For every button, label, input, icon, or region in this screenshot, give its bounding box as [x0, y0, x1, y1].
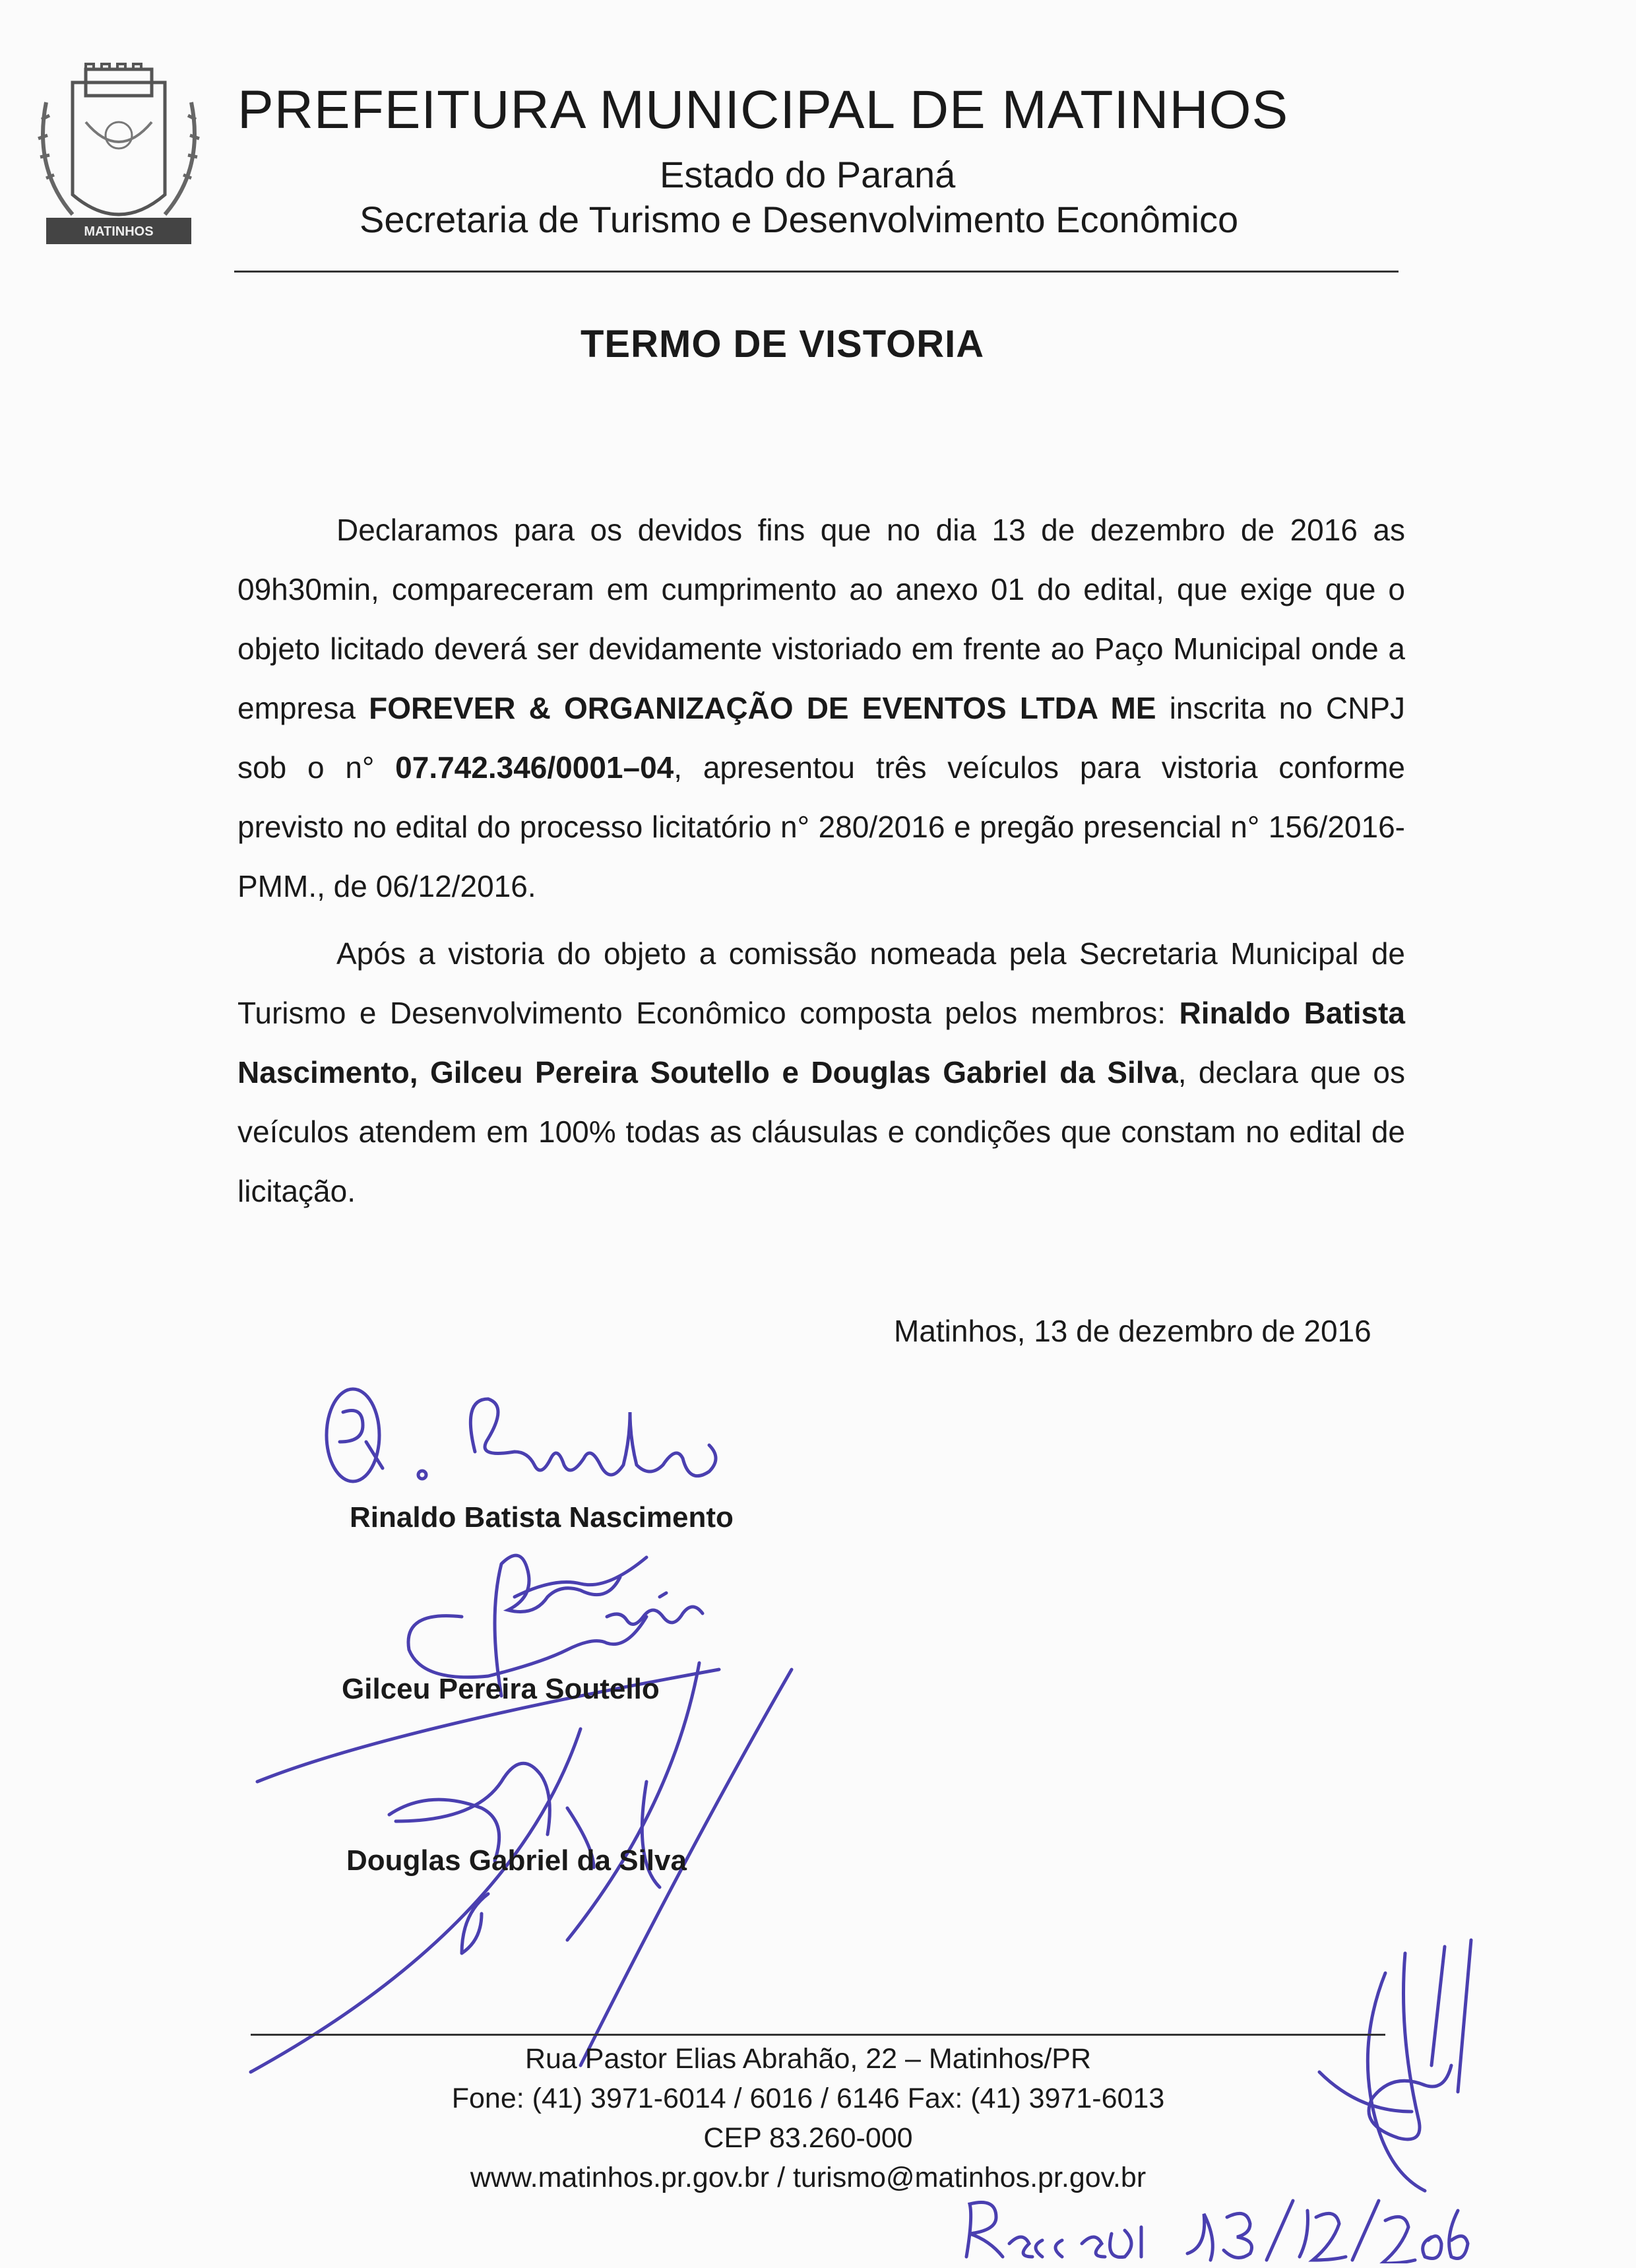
paragraph1-text-a: Declaramos para os devidos fins que no dia 13 de dezembro de 2016 as 09h30min, compareceram em cumprimento ao anexo 01 do edital, que exige que o objeto licitado deverá ser devidamente vistoriado em frente ao Paço Municipal onde a empresa [237, 513, 1405, 725]
paragraph-commission [237, 924, 1405, 1221]
crest-banner-text: MATINHOS [84, 224, 154, 239]
footer-website: www.matinhos.pr.gov.br / turismo@matinhos.pr.gov.br [470, 2162, 1147, 2193]
company-name: FOREVER & ORGANIZAÇÃO DE EVENTOS LTDA ME [369, 691, 1156, 725]
received-handwritten-note [957, 2197, 1484, 2263]
commission-members: Rinaldo Batista Nascimento, Gilceu Pereira Soutello e Douglas Gabriel da Silva [237, 996, 1406, 1089]
footer-contact [330, 2039, 1286, 2197]
paragraph2-text-a: Após a vistoria do objeto a comissão nomeada pela Secretaria Municipal de Turismo e Desenvolvimento Econômico composta pelos membros: [237, 936, 1405, 1030]
side-initials [1319, 1940, 1471, 2191]
paragraph-declaration [237, 500, 1405, 916]
signatory-name-gilceu: Gilceu Pereira Soutello [342, 1673, 660, 1705]
footer-cep: CEP 83.260-000 [703, 2122, 913, 2154]
signatory-name-douglas: Douglas Gabriel da Silva [346, 1844, 687, 1877]
state-name: Estado do Paraná [660, 154, 956, 195]
footer-address: Rua Pastor Elias Abrahão, 22 – Matinhos/PR [524, 2043, 1092, 2075]
department-name: Secretaria de Turismo e Desenvolvimento Econômico [360, 199, 1239, 240]
document-title: TERMO DE VISTORIA [581, 323, 985, 366]
footer-phone: Fone: (41) 3971-6014 / 6016 / 6146 Fax: (41) 3971-6013 [451, 2083, 1165, 2114]
signature-rinaldo [327, 1389, 716, 1481]
header-divider [234, 271, 1399, 273]
paragraph1-text-b: inscrita no CNPJ sob o n° [237, 691, 1406, 785]
place-and-date: Matinhos, 13 de dezembro de 2016 [894, 1314, 1371, 1348]
paragraph2-text-b: , declara que os veículos atendem em 100% todas as cláusulas e condições que constam no edital de licitação. [237, 1055, 1405, 1208]
paragraph1-text-c: , apresentou três veículos para vistoria conforme previsto no edital do processo licitatório n° 280/2016 e pregão presencial n° 156/2016-PMM., de 06/12/2016. [237, 750, 1405, 903]
municipal-crest-logo [33, 63, 204, 261]
footer-divider [251, 2034, 1385, 2036]
municipality-title: PREFEITURA MUNICIPAL DE MATINHOS [237, 80, 1289, 140]
signatory-name-rinaldo: Rinaldo Batista Nascimento [350, 1501, 734, 1534]
cnpj-number: 07.742.346/0001–04 [395, 750, 674, 785]
